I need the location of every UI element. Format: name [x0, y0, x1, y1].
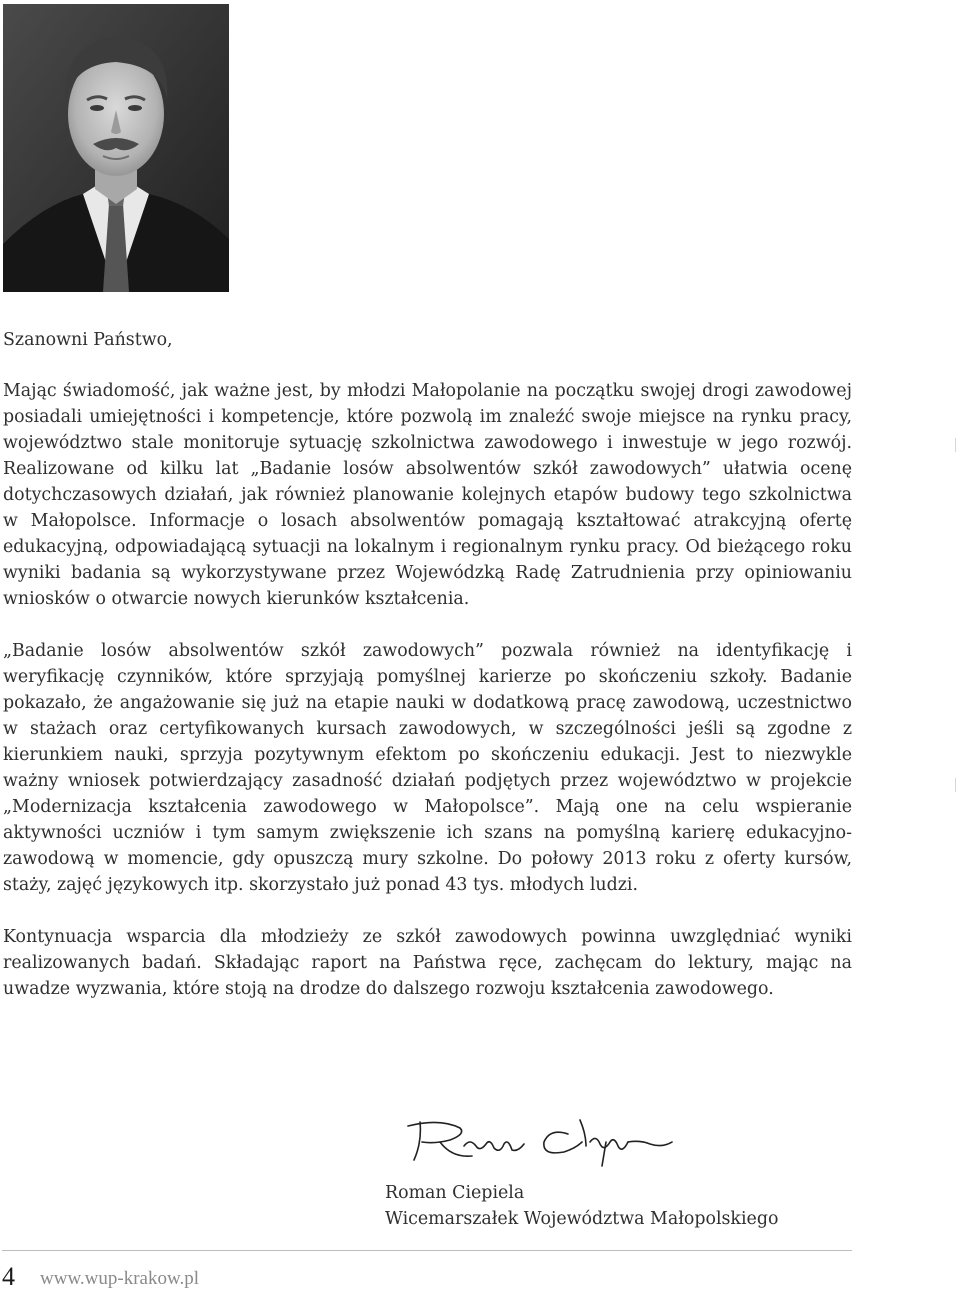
signer-block [385, 1180, 845, 1232]
paragraph: Kontynuacja wsparcia dla młodzieży ze szkół zawodowych powinna uwzględniać wyniki realizowanych badań. Składając raport na Państwa ręce, zachęcam do lektury, mając na uwadze wyzwania, które stoją na drodze do dalszego rozwoju kształcenia zawodowego. [3, 927, 852, 999]
page-edge-mark [955, 778, 956, 792]
letter-body [3, 327, 852, 1028]
page-edge-mark [955, 438, 956, 452]
footer-divider [2, 1250, 852, 1251]
signer-title: Wicemarszałek Województwa Małopolskiego [385, 1209, 779, 1229]
portrait-photo [3, 4, 229, 292]
footer-url[interactable]: www.wup-krakow.pl [40, 1268, 200, 1289]
paragraph: Mając świadomość, jak ważne jest, by młodzi Małopolanie na początku swojej drogi zawodowej posiadali umiejętności i kompetencje, które pozwolą im znaleźć swoje miejsce na rynku pracy, województwo stale monitoruje sytuację szkolnictwa zawodowego i inwestuje w jego rozwój. Realizowane od kilku lat „Badanie losów absolwentów szkół zawodowych” ułatwia ocenę dotychczasowych działań, jak również planowanie kolejnych etapów budowy tego szkolnictwa w Małopolsce. Informacje o losach absolwentów pomagają kształtować atrakcyjną ofertę edukacyjną, odpowiadającą sytuacji na lokalnym i regionalnym rynku pracy. Od bieżącego roku wyniki badania są wykorzystywane przez Wojewódzką Radę Zatrudnienia przy opiniowaniu wniosków o otwarcie nowych kierunków kształcenia. [3, 381, 852, 609]
paragraph: „Badanie losów absolwentów szkół zawodowych” pozwala również na identyfikację i weryfikację czynników, które sprzyjają pomyślnej karierze po skończeniu szkoły. Badanie pokazało, że angażowanie się już na etapie nauki w dodatkową pracę zawodową, uczestnictwo w stażach oraz certyfikowanych kursach zawodowych, w szczególności jeśli są zgodne z kierunkiem nauki, sprzyja pozytywnym efektom po skończeniu edukacji. Jest to niezwykle ważny wniosek potwierdzający zasadność działań podjętych przez województwo w projekcie „Modernizacja kształcenia zawodowego w Małopolsce”. Mają one na celu wspieranie aktywności uczniów i tym samym zwiększenie ich szans na pomyślną karierę edukacyjno-zawodową w momencie, gdy opuszczą mury szkolne. Do połowy 2013 roku z oferty kursów, staży, zajęć językowych itp. skorzystało już ponad 43 tys. młodych ludzi. [3, 641, 852, 895]
page-number: 4 [2, 1262, 15, 1291]
signer-name: Roman Ciepiela [385, 1183, 525, 1203]
handwritten-signature [400, 1112, 680, 1172]
greeting: Szanowni Państwo, [3, 330, 173, 350]
